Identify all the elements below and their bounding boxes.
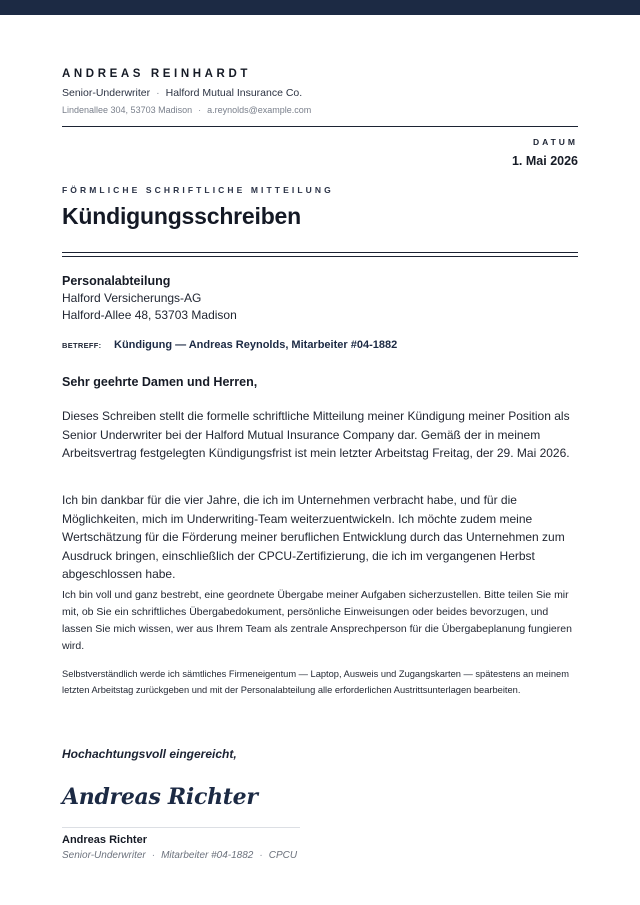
signature-role: Senior-Underwriter bbox=[62, 850, 146, 861]
body-paragraph: Selbstverständlich werde ich sämtliches Firmeneigentum — Laptop, Ausweis und Zugangskarten — spätestens an meinem letzten Arbeitstag zurückgeben und mit der Personalabteilung alle erforderlichen Austrittsunterlagen bearbeiten. bbox=[62, 669, 569, 695]
sender-address: Lindenallee 304, 53703 Madison bbox=[62, 105, 193, 115]
separator-dot: · bbox=[151, 850, 156, 861]
recipient-address: Halford-Allee 48, 53703 Madison bbox=[62, 308, 237, 322]
sender-email[interactable]: a.reynolds@example.com bbox=[207, 105, 312, 115]
document-title: Kündigungsschreiben bbox=[62, 203, 301, 229]
signature-employee-id: Mitarbeiter #04-1882 bbox=[161, 850, 254, 861]
document-kicker: FÖRMLICHE SCHRIFTLICHE MITTEILUNG bbox=[62, 185, 334, 195]
body-paragraph: Ich bin voll und ganz bestrebt, eine geordnete Übergabe meiner Aufgaben sicherzustellen. Bitte teilen Sie mir mit, ob Sie ein schriftliches Übergabedokument, persönliche Einweisungen oder beides bevorzugen, und lassen Sie mich wissen, wer aus Ihrem Team als zentrale Ansprechperson für die Übergabeplanung fungieren wird. bbox=[62, 589, 572, 652]
separator-dot: · bbox=[198, 105, 202, 115]
recipient-department: Personalabteilung bbox=[62, 274, 171, 288]
separator-dot: · bbox=[259, 850, 263, 861]
sender-role-line bbox=[62, 87, 302, 99]
salutation: Sehr geehrte Damen und Herren, bbox=[62, 375, 258, 389]
closing-phrase: Hochachtungsvoll eingereicht, bbox=[62, 747, 237, 761]
separator-dot: · bbox=[156, 87, 160, 99]
body-paragraph: Dieses Schreiben stellt die formelle schriftliche Mitteilung meiner Kündigung meiner Position als Senior Underwriter bei der Halford Mutual Insurance Company dar. Gemäß der in meinem Arbeitsvertrag festgelegten Kündigungsfrist ist mein letzter Arbeitstag Freitag, der 29. Mai 2026. bbox=[62, 409, 570, 460]
recipient-company: Halford Versicherungs-AG bbox=[62, 291, 202, 305]
sender-name: ANDREAS REINHARDT bbox=[62, 68, 251, 80]
title-double-divider bbox=[62, 252, 578, 257]
body-paragraph: Ich bin dankbar für die vier Jahre, die ich im Unternehmen verbracht habe, und für die Möglichkeiten, mich im Underwriting-Team weiterzuentwickeln. Ich möchte zudem meine Wertschätzung für die Förderung meiner beruflichen Entwicklung durch das Unternehmen zum Ausdruck bringen, einschließlich der CPCU-Zertifizierung, die ich im vergangenen Herbst abgeschlossen habe. bbox=[62, 493, 565, 581]
top-accent-bar bbox=[0, 0, 640, 15]
signature-divider bbox=[62, 827, 300, 828]
header-divider bbox=[62, 126, 578, 127]
signature-meta bbox=[62, 850, 297, 861]
subject-text: Kündigung — Andreas Reynolds, Mitarbeiter #04-1882 bbox=[114, 339, 398, 351]
subject-label: BETREFF: bbox=[62, 341, 102, 350]
date-label: DATUM bbox=[532, 137, 578, 147]
sender-company: Halford Mutual Insurance Co. bbox=[165, 87, 303, 99]
handwritten-signature: Andreas Richter bbox=[62, 784, 258, 810]
sender-role: Senior-Underwriter bbox=[62, 87, 151, 99]
sender-contact-line bbox=[62, 105, 311, 115]
signature-name: Andreas Richter bbox=[62, 834, 147, 846]
signature-credential: CPCU bbox=[268, 850, 298, 861]
date-value: 1. Mai 2026 bbox=[511, 154, 578, 168]
